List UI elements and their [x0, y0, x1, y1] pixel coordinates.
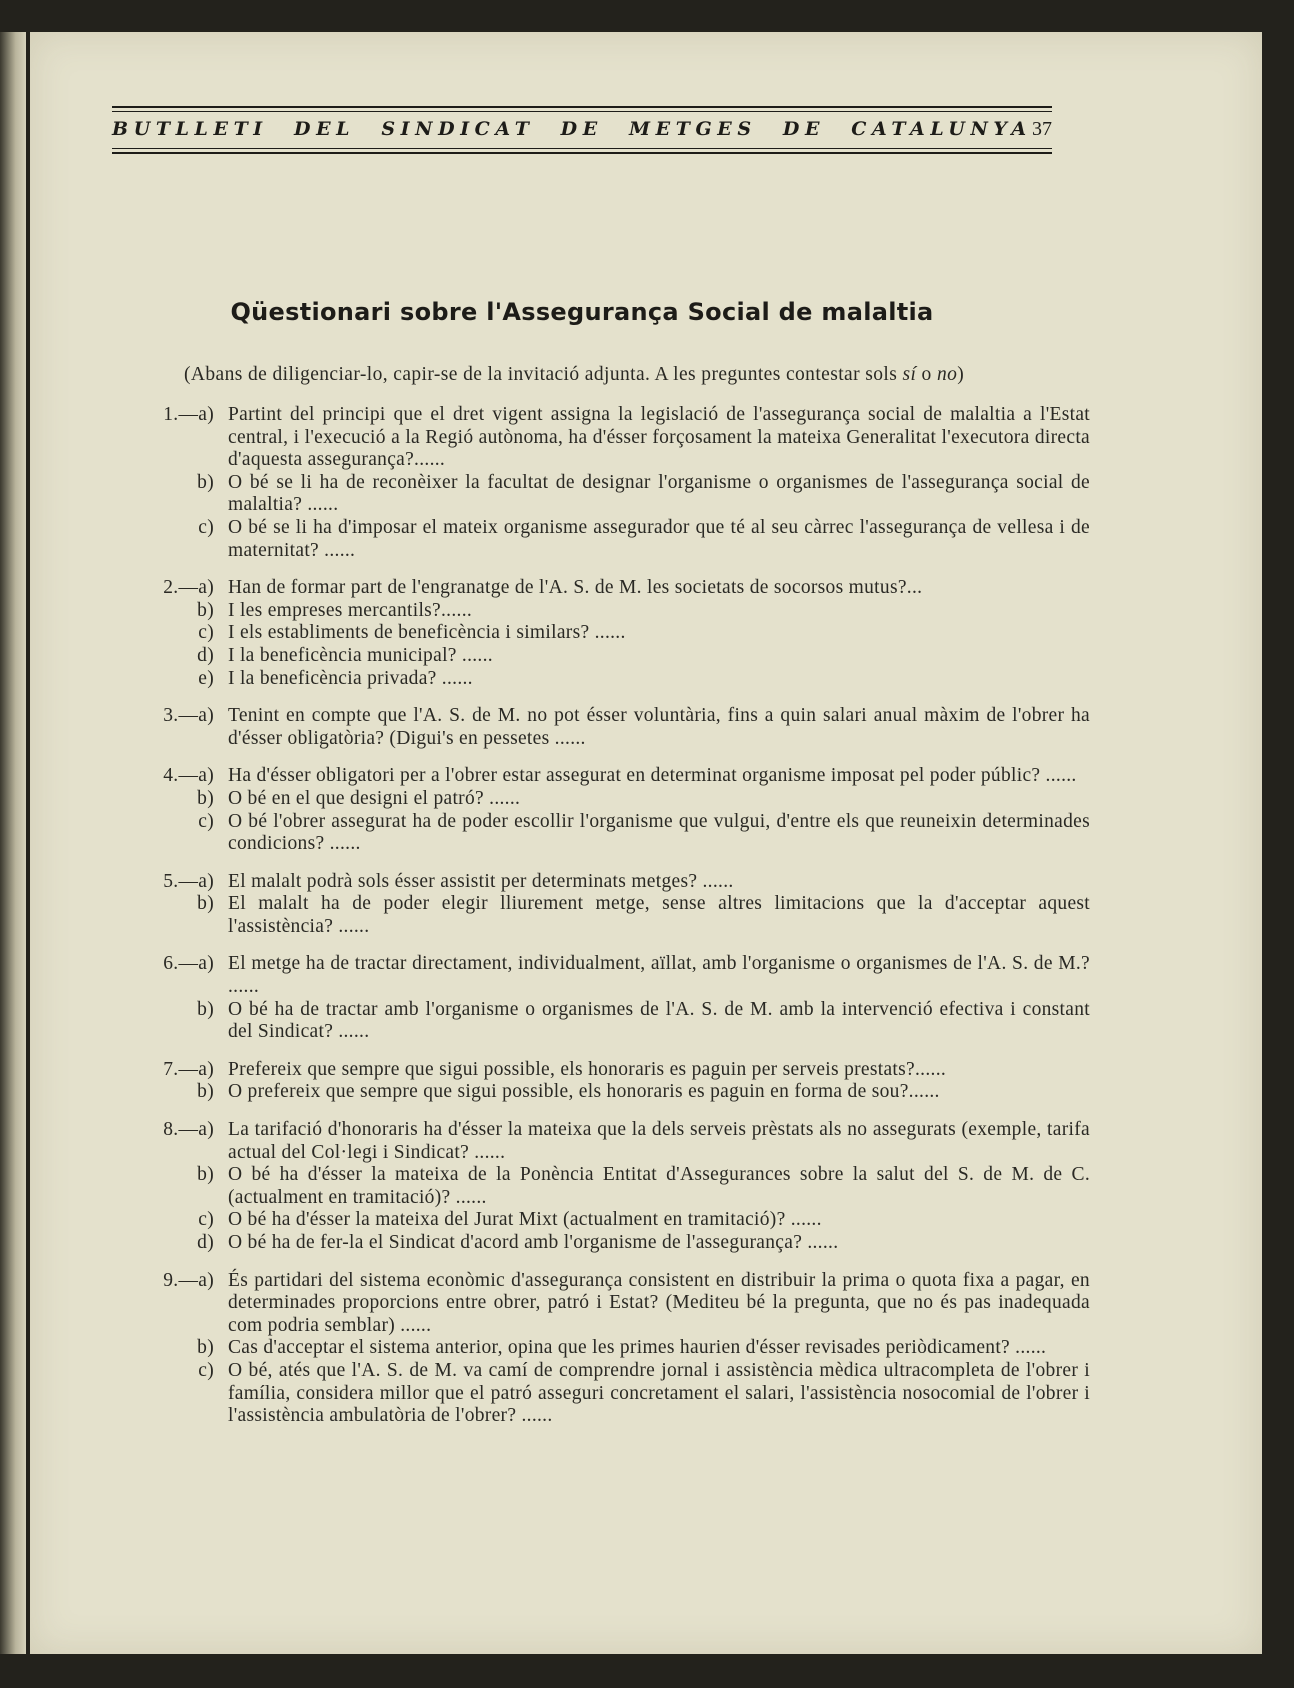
- question-item: [140, 1164, 1090, 1209]
- question-text: Prefereix que sempre que sigui possible, els honoraris es paguin per serveis prestats?......: [228, 1058, 947, 1080]
- question-4: [140, 765, 1090, 855]
- question-label: e): [198, 667, 214, 689]
- question-text: El metge ha de tractar directament, individualment, aïllat, amb l'organisme o organismes de l'A. S. de M.? ......: [228, 953, 1090, 998]
- question-item: [140, 1081, 1090, 1104]
- question-label: c): [198, 810, 214, 832]
- question-item: [140, 1270, 1090, 1338]
- question-label: b): [197, 1164, 214, 1186]
- question-text: El malalt ha de poder elegir lliurement metge, sense altres limitacions que la d'acceptar aquest l'assistència? ......: [228, 893, 1090, 937]
- question-label: c): [198, 1359, 214, 1381]
- question-text: O bé en el que designi el patró? ......: [228, 787, 521, 809]
- question-item: [140, 953, 1090, 998]
- question-label: b): [197, 471, 214, 493]
- question-item: [140, 765, 1090, 788]
- question-label: b): [197, 893, 214, 915]
- book-spine: [0, 32, 26, 1654]
- question-text: La tarifació d'honoraris ha d'ésser la mateixa que la dels serveis prèstats als no assegurats (exemple, tarifa actual del Col·legi i Sindicat? ......: [228, 1119, 1090, 1163]
- question-6: [140, 953, 1090, 1043]
- question-label: 1.—a): [163, 404, 214, 425]
- question-label: b): [197, 599, 214, 621]
- question-text: I la beneficència privada? ......: [228, 667, 473, 689]
- question-label: 5.—a): [163, 870, 214, 892]
- question-text: O bé l'obrer assegurat ha de poder escollir l'organisme que vulgui, d'entre els que reuneixin determinades condicions? ......: [228, 810, 1090, 855]
- questionnaire: [140, 404, 1090, 1443]
- question-1: [140, 404, 1090, 562]
- question-label: 6.—a): [163, 953, 214, 975]
- intro-note: (Abans de diligenciar-lo, capir-se de la invitació adjunta. A les preguntes contestar sols sí o no): [184, 364, 965, 385]
- question-label: b): [197, 1337, 214, 1359]
- journal-title: BUTLLETI DEL SINDICAT DE METGES DE CATALUNYA: [112, 118, 1032, 140]
- header-bottom-rule: [112, 152, 1052, 154]
- page-number: 37: [1032, 118, 1052, 140]
- question-text: O bé, atés que l'A. S. de M. va camí de comprendre jornal i assistència mèdica ultracompleta de l'obrer i família, considera millor que el patró asseguri concretament el salari, l'assistència nosocomial de l'obrer i l'assistència ambulatòria de l'obrer? ......: [228, 1359, 1090, 1427]
- question-item: [140, 645, 1090, 668]
- header-top-rule: [112, 106, 1052, 108]
- question-9: [140, 1270, 1090, 1428]
- question-label: b): [197, 787, 214, 809]
- question-item: [140, 404, 1090, 472]
- question-text: Partint del principi que el dret vigent assigna la legislació de l'assegurança social de malaltia a l'Estat central, i l'execució a la Regió autònoma, ha d'ésser forçosament la mateixa Generalitat l'executora directa d'aquesta assegurança?......: [228, 404, 1090, 471]
- question-text: O bé se li ha de reconèixer la facultat de designar l'organisme o organismes de l'assegurança social de malaltia? ......: [228, 471, 1090, 516]
- article-title: Qüestionari sobre l'Assegurança Social de malaltia: [230, 298, 934, 326]
- question-item: [140, 517, 1090, 562]
- question-item: [140, 811, 1090, 856]
- question-text: I les empreses mercantils?......: [228, 599, 473, 621]
- question-item: [140, 705, 1090, 750]
- question-label: c): [198, 1209, 214, 1231]
- question-text: O bé se li ha d'imposar el mateix organisme assegurador que té al seu càrrec l'assegurança de vellesa i de maternitat? ......: [228, 516, 1090, 561]
- question-item: [140, 472, 1090, 517]
- header-bottom-rule-thin: [112, 148, 1052, 149]
- question-label: d): [197, 644, 214, 666]
- question-text: És partidari del sistema econòmic d'assegurança consistent en distribuir la prima o quota fixa a pagar, en determinades proporcions entre obrer, patró i Estat? (Mediteu bé la pregunta, que no és pas inadequada com podria semblar) ......: [228, 1269, 1090, 1336]
- question-label: 2.—a): [163, 577, 214, 599]
- question-text: O prefereix que sempre que sigui possible, els honoraris es paguin en forma de sou?......: [228, 1081, 940, 1103]
- question-item: [140, 1059, 1090, 1082]
- question-item: [140, 668, 1090, 691]
- question-item: [140, 871, 1090, 894]
- question-item: [140, 1360, 1090, 1428]
- question-item: [140, 1337, 1090, 1360]
- question-item: [140, 999, 1090, 1044]
- question-item: [140, 788, 1090, 811]
- question-text: O bé ha d'ésser la mateixa del Jurat Mixt (actualment en tramitació)? ......: [228, 1209, 822, 1231]
- question-label: 3.—a): [163, 705, 214, 727]
- question-item: [140, 1119, 1090, 1164]
- question-label: c): [198, 516, 214, 538]
- question-label: 7.—a): [163, 1058, 214, 1080]
- question-item: [140, 893, 1090, 938]
- question-item: [140, 1232, 1090, 1255]
- question-2: [140, 577, 1090, 690]
- question-text: Tenint en compte que l'A. S. de M. no pot ésser voluntària, fins a quin salari anual màxim de l'obrer ha d'ésser obligatòria? (Digui's en pessetes ......: [228, 705, 1090, 749]
- question-7: [140, 1059, 1090, 1104]
- question-label: b): [197, 998, 214, 1020]
- question-label: d): [197, 1232, 214, 1253]
- question-text: O bé ha d'ésser la mateixa de la Ponència Entitat d'Assegurances sobre la salut del S. de M. de C. (actualment en tramitació)? ......: [228, 1164, 1090, 1208]
- question-item: [140, 600, 1090, 623]
- question-text: Han de formar part de l'engranatge de l'A. S. de M. les societats de socorsos mutus?...: [228, 577, 923, 599]
- question-text: Cas d'acceptar el sistema anterior, opina que les primes haurien d'ésser revisades periòdicament? ......: [228, 1337, 1047, 1359]
- question-text: O bé ha de tractar amb l'organisme o organismes de l'A. S. de M. amb la intervenció efectiva i constant del Sindicat? ......: [228, 998, 1090, 1043]
- question-label: b): [197, 1081, 214, 1103]
- question-label: c): [198, 622, 214, 644]
- question-8: [140, 1119, 1090, 1255]
- question-3: [140, 705, 1090, 750]
- question-item: [140, 1209, 1090, 1232]
- question-text: El malalt podrà sols ésser assistit per determinats metges? ......: [228, 870, 734, 892]
- question-label: 8.—a): [163, 1119, 214, 1141]
- question-item: [140, 577, 1090, 600]
- question-text: Ha d'ésser obligatori per a l'obrer estar assegurat en determinat organisme imposat pel poder públic? ......: [228, 765, 1077, 787]
- question-5: [140, 871, 1090, 939]
- question-text: I la beneficència municipal? ......: [228, 644, 493, 666]
- question-label: 4.—a): [163, 765, 214, 787]
- question-text: I els establiments de beneficència i similars? ......: [228, 622, 626, 644]
- question-item: [140, 622, 1090, 645]
- question-text: O bé ha de fer-la el Sindicat d'acord amb l'organisme de l'assegurança? ......: [228, 1232, 839, 1253]
- question-label: 9.—a): [163, 1269, 214, 1291]
- running-header: [112, 106, 1052, 154]
